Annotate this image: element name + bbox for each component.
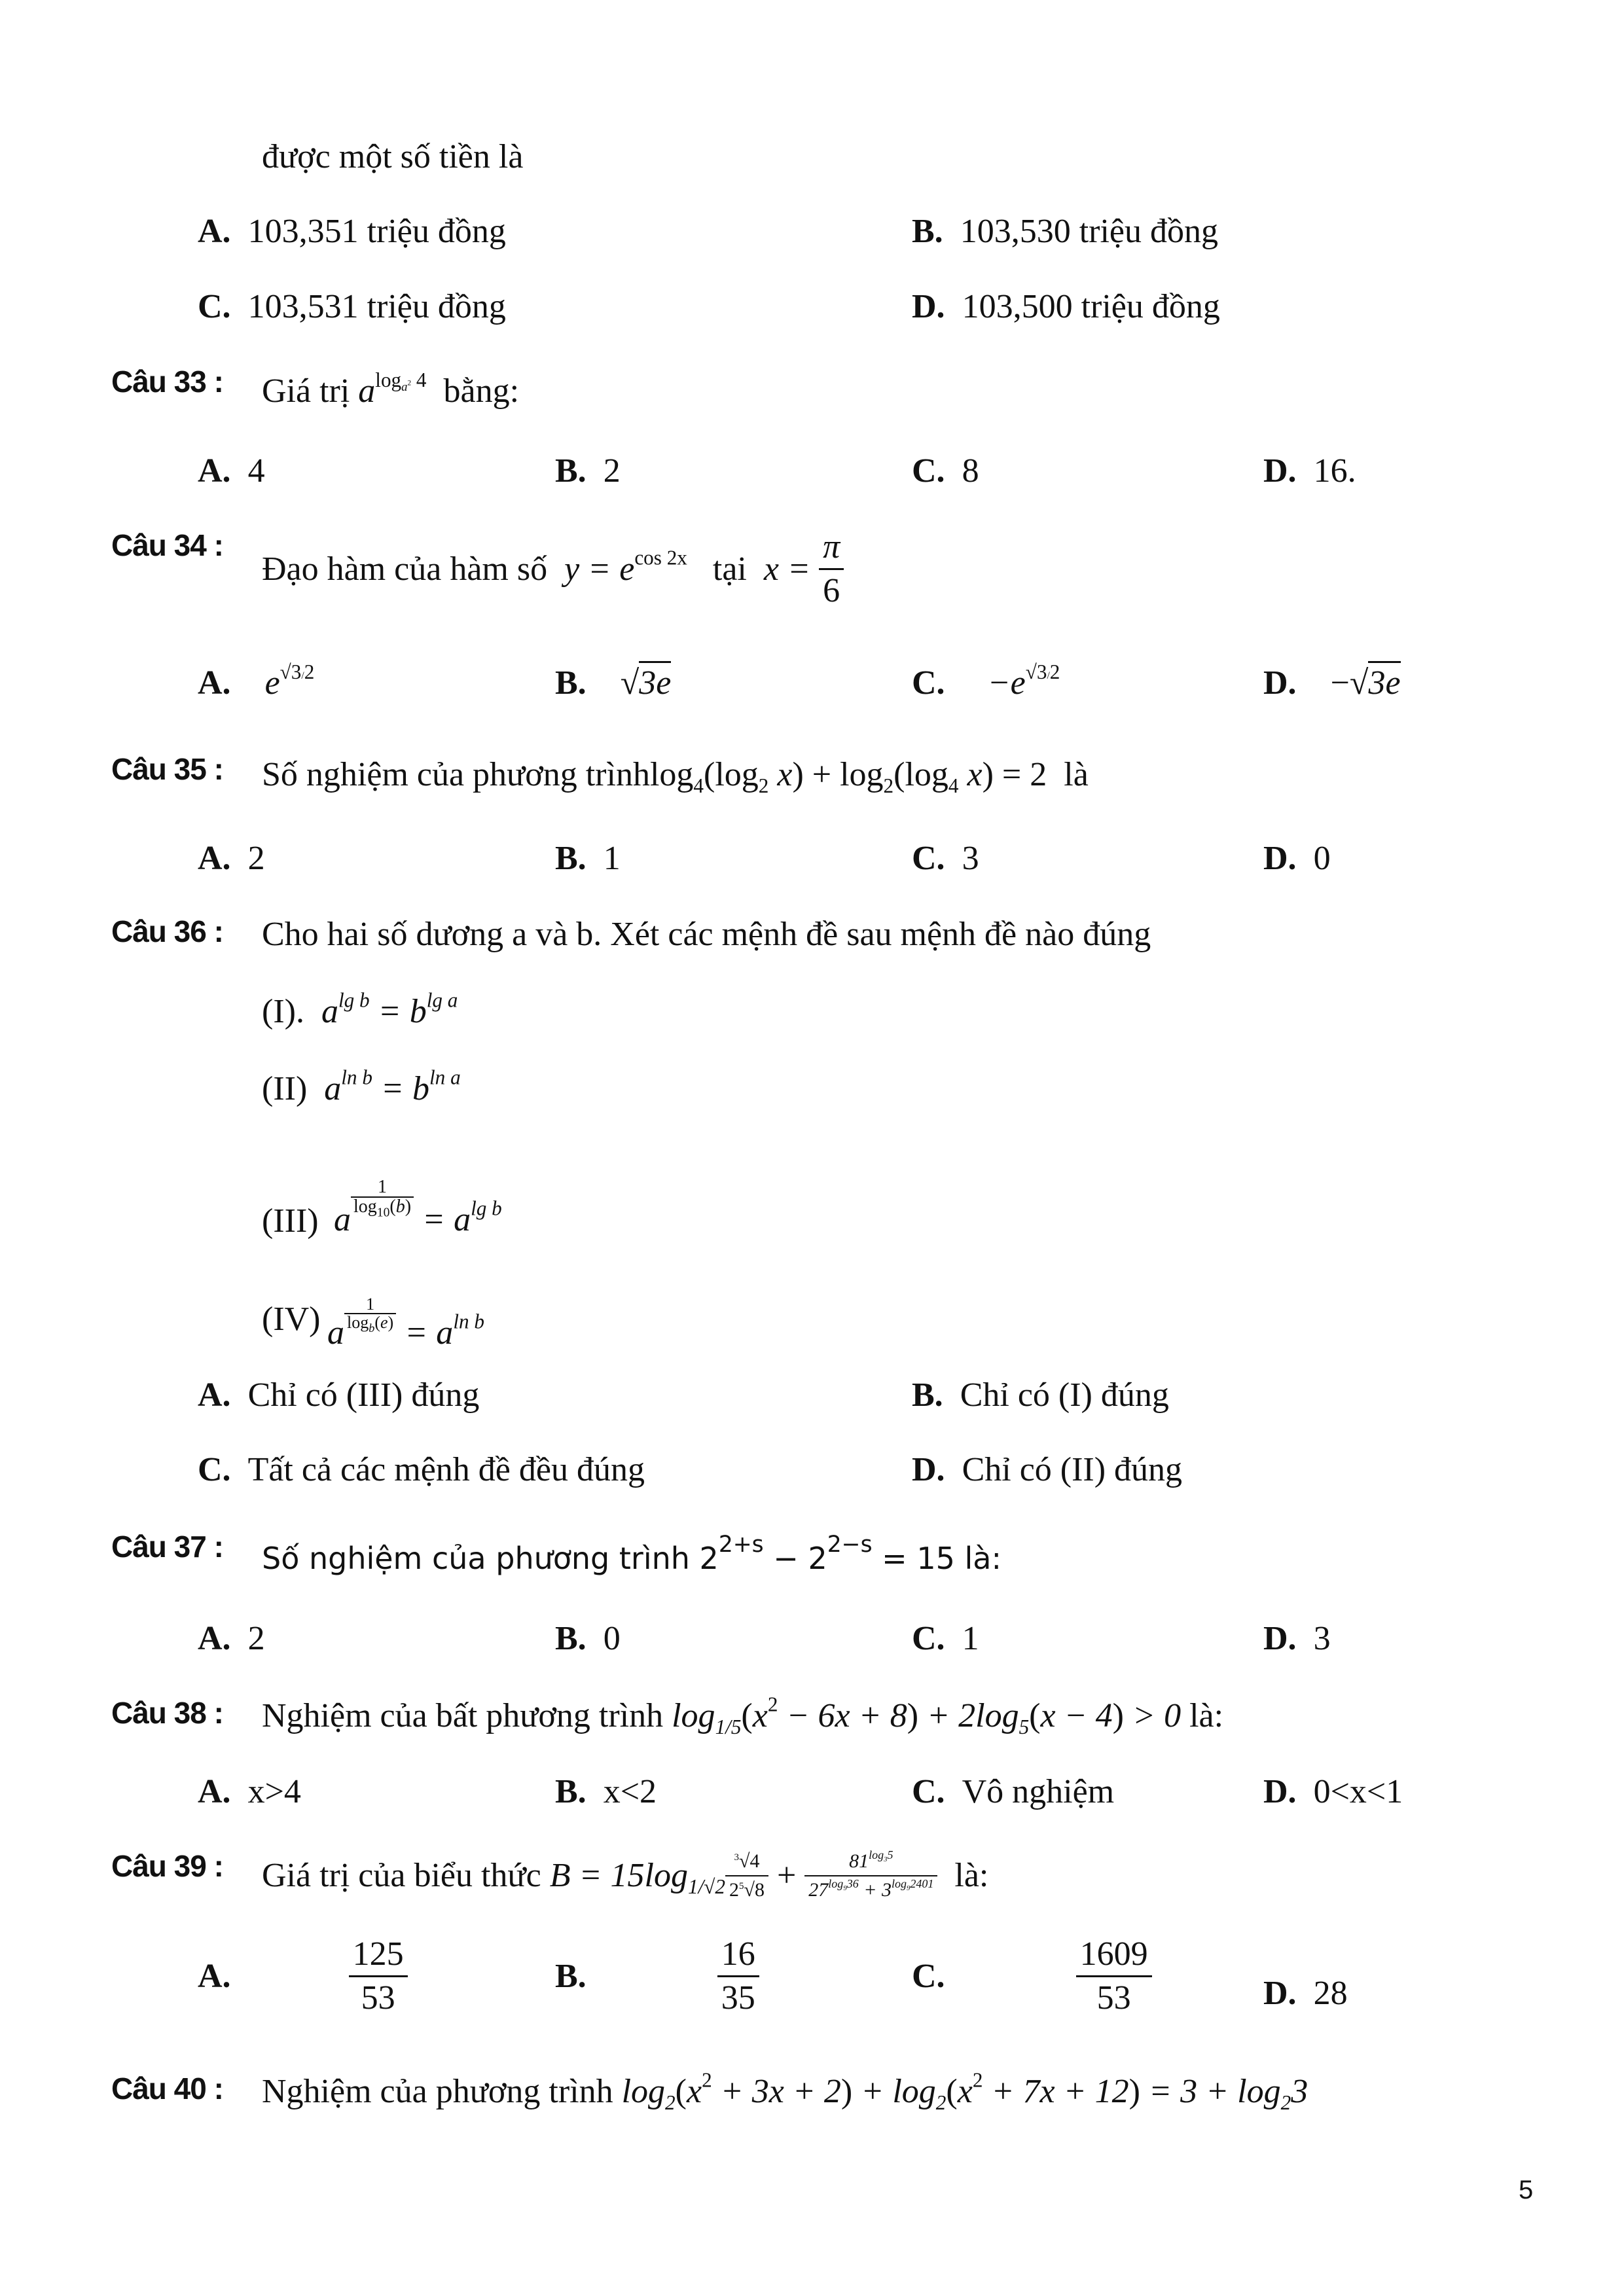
q37-option-c[interactable] [912, 1622, 979, 1656]
q33-option-b[interactable] [555, 454, 621, 488]
q36-statement-3 [262, 1152, 720, 1240]
option-letter: D. [1263, 1773, 1297, 1810]
q32-option-d[interactable] [912, 290, 1220, 324]
q35-stem [262, 756, 1089, 797]
q37-option-b[interactable] [555, 1622, 621, 1656]
option-formula: √3e [621, 661, 672, 702]
q40-stem [262, 2068, 1308, 2114]
q37-prefix: Số nghiệm của phương trình [262, 1541, 690, 1576]
option-text: 0 [603, 1620, 621, 1657]
option-letter: B. [555, 664, 586, 702]
q36-statement-4 [262, 1270, 720, 1352]
q34-point: x = [763, 550, 811, 588]
q34-option-b[interactable] [555, 666, 671, 700]
statement-label: (IV) [262, 1300, 321, 1338]
option-text: 103,500 triệu đồng [962, 288, 1220, 325]
option-text: 2 [603, 452, 621, 490]
statement-formula: $a^{ln b} = b^{ln a}$ [324, 1066, 461, 1107]
option-letter: B. [912, 213, 943, 250]
q39-power-fraction: $\frac{81^{log_35}}{27^{log_936} + 3^{log_92401}}$ [804, 1852, 937, 1900]
option-text: Chỉ có (I) đúng [960, 1376, 1169, 1414]
q39-radical-fraction: $\frac{^3√4}{2^5√8}$ [725, 1852, 768, 1900]
statement-formula: $a^{lg b} = b^{lg a}$ [321, 988, 458, 1030]
q37-label: Câu 37 : [111, 1530, 223, 1564]
option-letter: B. [555, 840, 586, 877]
q32-option-c[interactable] [198, 290, 506, 324]
option-letter: D. [1263, 840, 1297, 877]
option-letter: C. [912, 1773, 945, 1810]
q32-option-b[interactable] [912, 215, 1218, 249]
option-letter: A. [198, 1620, 231, 1657]
q34-mid: tại [712, 550, 747, 588]
option-text: 103,351 triệu đồng [247, 213, 506, 250]
q36-option-c[interactable] [198, 1453, 645, 1487]
q35-option-c[interactable] [912, 842, 979, 876]
option-letter: C. [912, 1620, 945, 1657]
q39-option-c[interactable] [912, 1937, 1152, 2015]
q36-label: Câu 36 : [111, 914, 223, 948]
option-letter: D. [912, 288, 945, 325]
q35-label: Câu 35 : [111, 752, 223, 786]
q33-prefix: Giá trị [262, 372, 350, 410]
q39-option-d[interactable] [1263, 1977, 1348, 2011]
q38-option-b[interactable] [555, 1775, 657, 1809]
option-text: 0<x<1 [1313, 1773, 1403, 1810]
option-text: 8 [962, 452, 979, 490]
option-letter: C. [912, 664, 945, 702]
option-text: 3 [962, 840, 979, 877]
option-letter: D. [912, 1451, 945, 1488]
option-letter: B. [555, 1957, 586, 1995]
q39-label: Câu 39 : [111, 1849, 223, 1883]
option-text: 16. [1313, 452, 1356, 490]
q35-prefix: Số nghiệm của phương trình [262, 756, 650, 793]
q34-label: Câu 34 : [111, 528, 223, 562]
q34-option-c[interactable] [912, 660, 1060, 702]
page-number: 5 [1519, 2176, 1534, 2204]
option-letter: D. [1263, 452, 1297, 490]
q34-stem [262, 530, 844, 608]
q33-option-c[interactable] [912, 454, 979, 488]
q36-option-b[interactable] [912, 1378, 1169, 1412]
option-text: Tất cả các mệnh đề đều đúng [247, 1451, 645, 1488]
statement-label: (III) [262, 1202, 319, 1240]
q34-option-a[interactable] [198, 660, 315, 702]
q39-expression: $B = 15\log_{1/√2}$ [549, 1857, 725, 1898]
q39-stem: Giá trị của biểu thức $B = 15\log_{1/√2}$ $\frac{^3√4}{2^5√8}$ + $\frac{81^{log_35}}{27^{log_936} + 3^{log_92401}}$ là: [262, 1848, 989, 1901]
q39-prefix: Giá trị của biểu thức [262, 1857, 541, 1894]
q35-option-d[interactable] [1263, 842, 1331, 876]
option-text: Chỉ có (III) đúng [247, 1376, 480, 1414]
q38-suffix: là: [1189, 1697, 1224, 1734]
option-letter: B. [555, 1620, 586, 1657]
option-formula: −√3e [1331, 661, 1401, 702]
q32-option-a[interactable] [198, 215, 506, 249]
q38-option-c[interactable] [912, 1775, 1114, 1809]
option-text: x<2 [603, 1773, 657, 1810]
option-text: 3 [1313, 1620, 1331, 1657]
option-letter: A. [198, 1773, 231, 1810]
option-text: 2 [247, 1620, 265, 1657]
q38-label: Câu 38 : [111, 1696, 223, 1730]
q34-option-d[interactable] [1263, 666, 1401, 700]
option-fraction: $\frac{16}{35}$ [717, 1937, 759, 2015]
q33-suffix: bằng: [443, 372, 520, 410]
option-text: Vô nghiệm [962, 1773, 1115, 1810]
option-formula: $-e^{√3/2}$ [987, 660, 1060, 702]
q40-equation: $\log_2(x^2 + 3x + 2) + \log_2(x^2 + 7x + 12) = 3 + \log_23$ [621, 2068, 1308, 2114]
option-letter: A. [198, 213, 231, 250]
q39-option-a[interactable] [198, 1937, 408, 2015]
q38-stem [262, 1693, 1224, 1738]
q35-option-b[interactable] [555, 842, 621, 876]
q39-option-b[interactable] [555, 1937, 759, 2015]
q37-stem [262, 1532, 1001, 1576]
option-letter: D. [1263, 1620, 1297, 1657]
statement-label: (I). [262, 993, 304, 1030]
option-letter: C. [198, 288, 231, 325]
q35-suffix: là [1064, 756, 1089, 793]
option-text: 1 [603, 840, 621, 877]
q33-option-a[interactable] [198, 454, 265, 488]
q36-text: Cho hai số dương a và b. Xét các mệnh đề sau mệnh đề nào đúng [262, 916, 1151, 953]
option-text: 103,530 triệu đồng [960, 213, 1218, 250]
option-fraction: $\frac{1609}{53}$ [1076, 1937, 1152, 2015]
option-text: 0 [1313, 840, 1331, 877]
q38-option-a[interactable] [198, 1775, 301, 1809]
q37-option-a[interactable] [198, 1622, 265, 1656]
option-text: 103,531 triệu đồng [247, 288, 506, 325]
q34-pi-over-6: $\frac{\pi}{6}$ [819, 530, 844, 608]
option-text: x>4 [247, 1773, 301, 1810]
option-fraction: $\frac{125}{53}$ [349, 1937, 408, 2015]
option-letter: A. [198, 664, 231, 702]
option-letter: A. [198, 1376, 231, 1414]
option-letter: A. [198, 1957, 231, 1995]
option-text: Chỉ có (II) đúng [962, 1451, 1183, 1488]
option-letter: D. [1263, 1975, 1297, 2012]
statement-label: (II) [262, 1070, 308, 1107]
q34-function: $y = e^{cos 2x}$ [564, 546, 687, 588]
q38-option-d[interactable] [1263, 1775, 1403, 1809]
q35-option-a[interactable] [198, 842, 265, 876]
option-text: 2 [247, 840, 265, 877]
q34-prefix: Đạo hàm của hàm số [262, 550, 548, 588]
option-letter: B. [912, 1376, 943, 1414]
q37-option-d[interactable] [1263, 1622, 1331, 1656]
statement-formula: a $\frac{1}{\log_b(e)}$ = $a^{ln b}$ [327, 1295, 484, 1352]
q37-suffix: là: [964, 1541, 1001, 1576]
option-formula: $e^{√3/2}$ [264, 660, 315, 702]
option-letter: C. [912, 1957, 945, 1995]
option-text: 4 [247, 452, 265, 490]
q39-suffix: là: [954, 1857, 989, 1894]
q32-text: được một số tiền là [262, 138, 524, 175]
option-letter: D. [1263, 664, 1297, 702]
option-text: 28 [1313, 1975, 1348, 2012]
q40-prefix: Nghiệm của phương trình [262, 2073, 613, 2110]
q33-option-d[interactable] [1263, 454, 1356, 488]
option-letter: B. [555, 1773, 586, 1810]
option-letter: A. [198, 452, 231, 490]
option-letter: A. [198, 840, 231, 877]
q33-stem [262, 368, 520, 410]
q33-formula: $a^{log_{a^2} 4}$ [358, 368, 427, 410]
option-letter: C. [198, 1451, 231, 1488]
q38-prefix: Nghiệm của bất phương trình [262, 1697, 664, 1734]
q33-label: Câu 33 : [111, 365, 223, 399]
q38-inequality: $\log_{1/5}(x^2 - 6x + 8) + 2\log_5(x - 4) > 0$ [672, 1693, 1182, 1738]
q37-equation: $2^{2+s} - 2^{2-s} = 15$ [699, 1532, 955, 1576]
q35-equation: $\log_4(\log_2$ $x) + \log_2(\log_4$ x) = 2 [649, 756, 1047, 797]
option-letter: C. [912, 840, 945, 877]
q40-label: Câu 40 : [111, 2072, 223, 2106]
option-letter: C. [912, 452, 945, 490]
statement-formula: a $\frac{1}{\log_{10}(b)}$ = $a^{lg b}$ [334, 1177, 502, 1238]
q36-option-a[interactable] [198, 1378, 479, 1412]
q36-statement-1 [262, 988, 458, 1030]
option-letter: B. [555, 452, 586, 490]
q36-statement-2 [262, 1066, 461, 1107]
option-text: 1 [962, 1620, 979, 1657]
q36-option-d[interactable] [912, 1453, 1182, 1487]
